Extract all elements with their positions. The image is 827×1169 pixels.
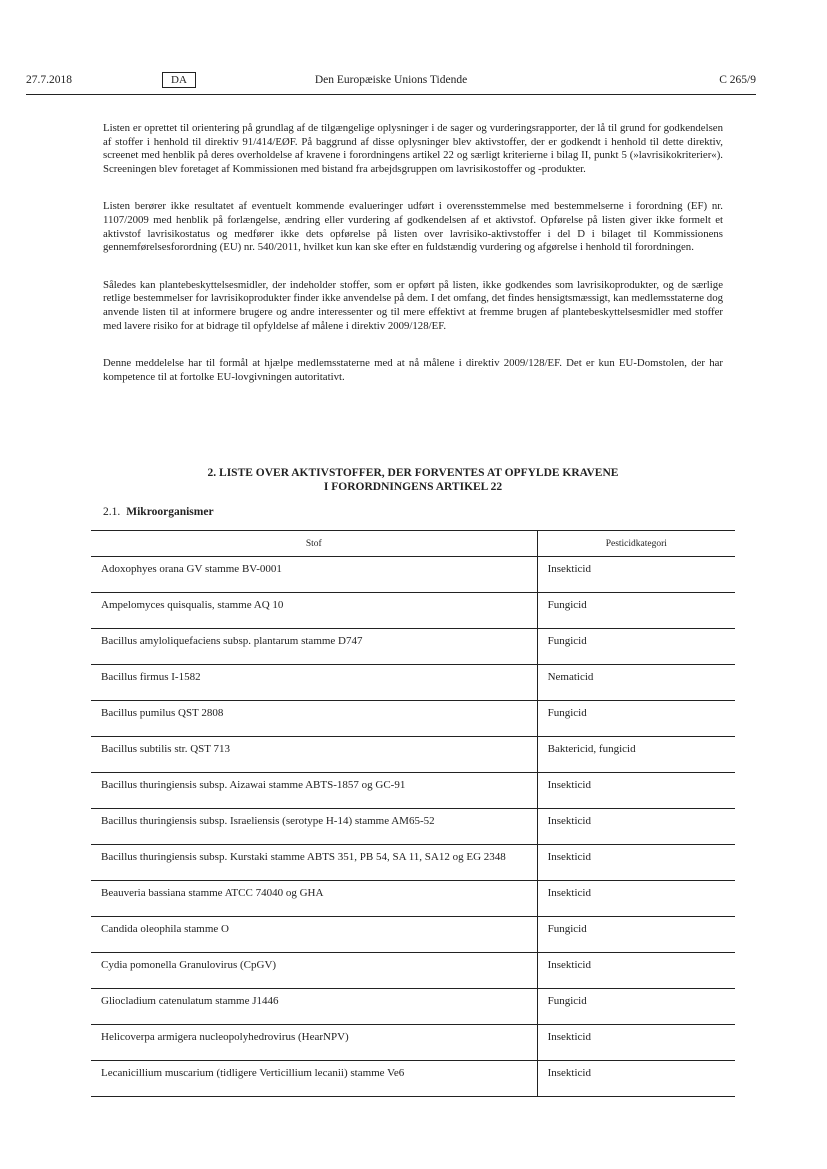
header-divider: [26, 94, 756, 95]
category-cell: Insekticid: [537, 773, 735, 809]
substance-cell: Bacillus firmus I-1582: [91, 665, 537, 701]
table-row: [91, 1025, 735, 1061]
substance-cell: Gliocladium catenulatum stamme J1446: [91, 989, 537, 1025]
publication-date: 27.7.2018: [26, 74, 72, 86]
page-header: [26, 70, 756, 94]
table-row: [91, 701, 735, 737]
table-row: [91, 809, 735, 845]
table-row: [91, 593, 735, 629]
table-row: [91, 845, 735, 881]
table-row: [91, 773, 735, 809]
substance-cell: Helicoverpa armigera nucleopolyhedrovirus (HearNPV): [91, 1025, 537, 1061]
substance-cell: Bacillus thuringiensis subsp. Aizawai stamme ABTS-1857 og GC-91: [91, 773, 537, 809]
column-header-category: Pesticidkategori: [537, 531, 735, 557]
category-cell: Fungicid: [537, 593, 735, 629]
substance-cell: Bacillus thuringiensis subsp. Israeliensis (serotype H-14) stamme AM65-52: [91, 809, 537, 845]
table-row: [91, 557, 735, 593]
section-heading-line: 2. LISTE OVER AKTIVSTOFFER, DER FORVENTES AT OPFYLDE KRAVENE: [207, 467, 619, 479]
column-header-substance: Stof: [91, 531, 537, 557]
table-body: [91, 557, 735, 1097]
journal-title: Den Europæiske Unions Tidende: [314, 74, 468, 86]
substance-cell: Cydia pomonella Granulovirus (CpGV): [91, 953, 537, 989]
table-row: [91, 737, 735, 773]
category-cell: Insekticid: [537, 845, 735, 881]
category-cell: Nematicid: [537, 665, 735, 701]
table-row: [91, 629, 735, 665]
table-row: [91, 917, 735, 953]
section-heading-line: I FORORDNINGENS ARTIKEL 22: [323, 481, 503, 493]
substances-table: [91, 530, 735, 1097]
substance-cell: Lecanicillium muscarium (tidligere Verticillium lecanii) stamme Ve6: [91, 1061, 537, 1097]
section-heading: [103, 466, 723, 494]
substance-cell: Beauveria bassiana stamme ATCC 74040 og GHA: [91, 881, 537, 917]
category-cell: Fungicid: [537, 917, 735, 953]
substance-cell: Ampelomyces quisqualis, stamme AQ 10: [91, 593, 537, 629]
substance-cell: Candida oleophila stamme O: [91, 917, 537, 953]
table-row: [91, 989, 735, 1025]
table-row: [91, 953, 735, 989]
category-cell: Insekticid: [537, 1061, 735, 1097]
substance-cell: Adoxophyes orana GV stamme BV-0001: [91, 557, 537, 593]
language-badge: DA: [162, 72, 196, 88]
paragraph: Således kan plantebeskyttelsesmidler, der indeholder stoffer, som er opført på listen, ikke godkendes som lavrisikoprodukter, og de særlige retlige bestemmelser for lavrisikoprodukter finder ikke anvendelse på dem. I det omfang, det findes hensigtsmæssigt, kan medlemsstaterne dog anvende listen til at informere brugere og andre interessenter og til mere effektivt at fremme brugen af plantebeskyttelsesmidler med stoffer med lavere risiko for at bidrage til opfyldelse af målene i direktiv 2009/128/EF.: [103, 278, 723, 332]
subsection-heading: [103, 506, 214, 518]
paragraph: Listen er oprettet til orientering på grundlag af de tilgængelige oplysninger i de sager og vurderingsrapporter, der lå til grund for godkendelsen af stoffer i henhold til direktiv 91/414/EØF. På baggrund af disse oplysninger blev aktivstoffer, der er godkendt i henhold til dette direktiv, screenet med henblik på deres overholdelse af kravene i forordningens artikel 22 og særligt kriterierne i bilag II, punkt 5 (»lavrisikokriterier«). Screeningen blev foretaget af Kommissionen med bistand fra arbejdsgruppen om lavrisikostoffer og -produkter.: [103, 122, 723, 175]
substance-cell: Bacillus amyloliquefaciens subsp. plantarum stamme D747: [91, 629, 537, 665]
category-cell: Insekticid: [537, 557, 735, 593]
table-row: [91, 1061, 735, 1097]
substance-cell: Bacillus thuringiensis subsp. Kurstaki stamme ABTS 351, PB 54, SA 11, SA12 og EG 2348: [91, 845, 537, 881]
substance-cell: Bacillus subtilis str. QST 713: [91, 737, 537, 773]
category-cell: Fungicid: [537, 701, 735, 737]
substance-cell: Bacillus pumilus QST 2808: [91, 701, 537, 737]
category-cell: Insekticid: [537, 881, 735, 917]
subsection-title: Mikroorganismer: [126, 506, 214, 518]
category-cell: Insekticid: [537, 809, 735, 845]
table-header-row: [91, 531, 735, 557]
page-reference: C 265/9: [719, 74, 756, 86]
subsection-number: 2.1.: [103, 506, 121, 518]
category-cell: Fungicid: [537, 629, 735, 665]
category-cell: Insekticid: [537, 953, 735, 989]
table-row: [91, 881, 735, 917]
table-row: [91, 665, 735, 701]
paragraph: Denne meddelelse har til formål at hjælpe medlemsstaterne med at nå målene i direktiv 2009/128/EF. Det er kun EU-Domstolen, der har kompetence til at fortolke EU-lovgivningen autoritativt.: [103, 357, 723, 383]
body-text: [103, 122, 723, 408]
category-cell: Insekticid: [537, 1025, 735, 1061]
category-cell: Fungicid: [537, 989, 735, 1025]
paragraph: Listen berører ikke resultatet af eventuelt kommende evalueringer udført i overensstemmelse med bestemmelserne i forordning (EF) nr. 1107/2009 med henblik på forlængelse, ændring eller vurdering af godkendelsen af et aktivstof. Opførelse på listen giver ikke formelt et aktivstof lavrisikostatus og medfører ikke dets opførelse på listen over lavrisiko-aktivstoffer i del D i bilaget til Kommissionens gennemførelsesforordning (EU) nr. 540/2011, hvilket kun kan ske efter en fuldstændig vurdering og afgørelse i henhold til forordningen.: [103, 200, 723, 254]
category-cell: Baktericid, fungicid: [537, 737, 735, 773]
